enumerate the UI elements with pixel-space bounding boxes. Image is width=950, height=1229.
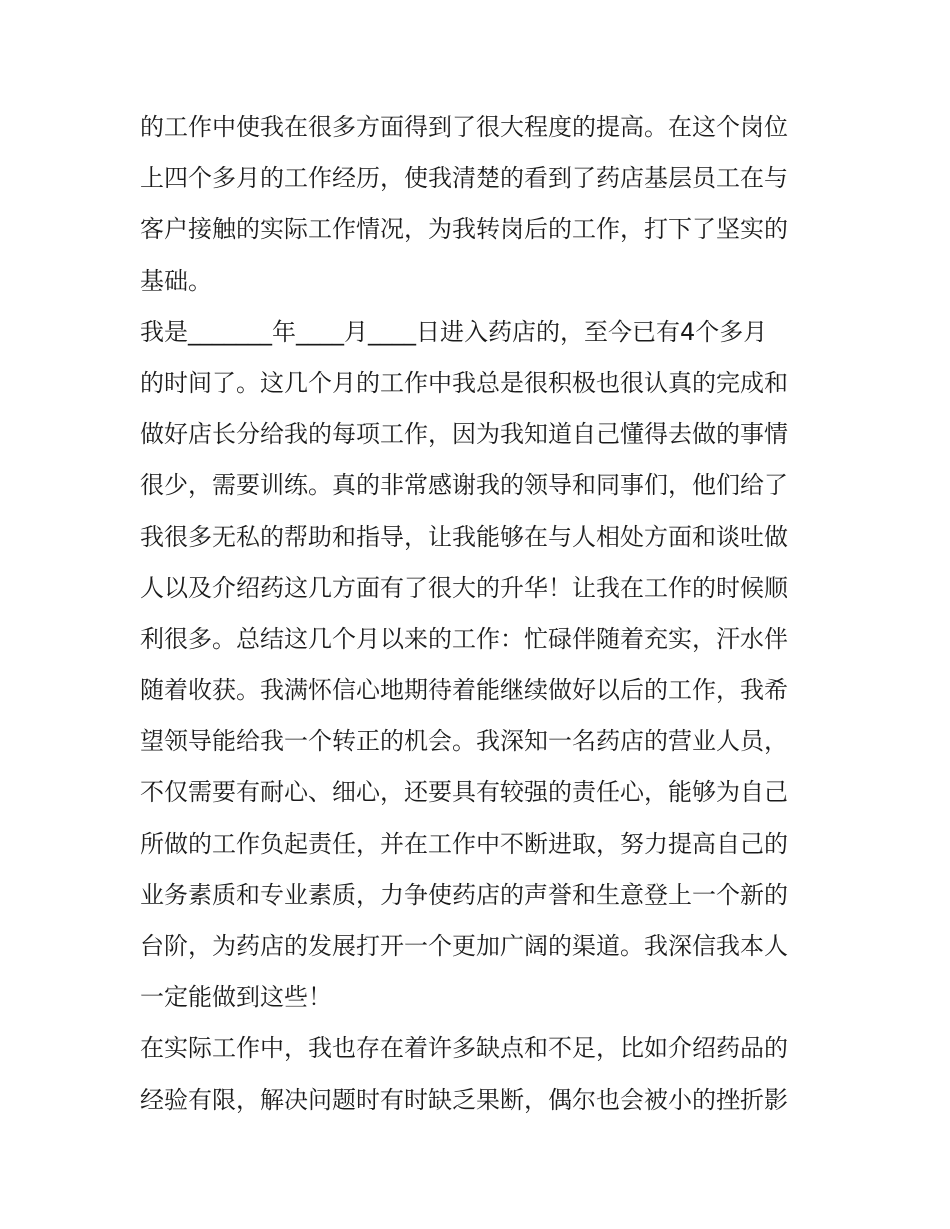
text-line: 不仅需要有耐心、细心，还要具有较强的责任心，能够为自己 <box>140 778 788 807</box>
text-line: 所做的工作负起责任，并在工作中不断进取，努力提高自己的 <box>140 829 788 858</box>
text-line: 利很多。总结这几个月以来的工作：忙碌伴随着充实，汗水伴 <box>140 624 788 653</box>
text-line: 业务素质和专业素质，力争使药店的声誉和生意登上一个新的 <box>140 880 788 909</box>
document-body <box>140 102 820 1126</box>
text-line: 人以及介绍药这几方面有了很大的升华！让我在工作的时候顺 <box>140 573 788 602</box>
text-line: 我是_______年____月____日进入药店的，至今已有4个多月 <box>140 317 768 346</box>
text-line: 上四个多月的工作经历，使我清楚的看到了药店基层员工在与 <box>140 164 788 193</box>
text-line: 的工作中使我在很多方面得到了很大程度的提高。在这个岗位 <box>140 113 788 141</box>
text-line: 的时间了。这几个月的工作中我总是很积极也很认真的完成和 <box>140 368 788 397</box>
text-line: 望领导能给我一个转正的机会。我深知一名药店的营业人员， <box>140 727 788 756</box>
text-line: 一定能做到这些！ <box>140 983 332 1012</box>
text-line: 台阶，为药店的发展打开一个更加广阔的渠道。我深信我本人 <box>140 932 788 960</box>
text-line: 客户接触的实际工作情况，为我转岗后的工作，打下了坚实的 <box>140 215 788 244</box>
text-line: 经验有限，解决问题时有时缺乏果断，偶尔也会被小的挫折影 <box>140 1085 788 1114</box>
text-line: 随着收获。我满怀信心地期待着能继续做好以后的工作，我希 <box>140 676 788 705</box>
text-line: 在实际工作中，我也存在着许多缺点和不足，比如介绍药品的 <box>140 1034 788 1063</box>
text-line: 做好店长分给我的每项工作，因为我知道自己懂得去做的事情 <box>140 420 788 449</box>
text-line: 很少，需要训练。真的非常感谢我的领导和同事们，他们给了 <box>140 471 788 500</box>
text-line: 基础。 <box>140 266 212 295</box>
text-line: 我很多无私的帮助和指导，让我能够在与人相处方面和谈吐做 <box>140 522 788 551</box>
